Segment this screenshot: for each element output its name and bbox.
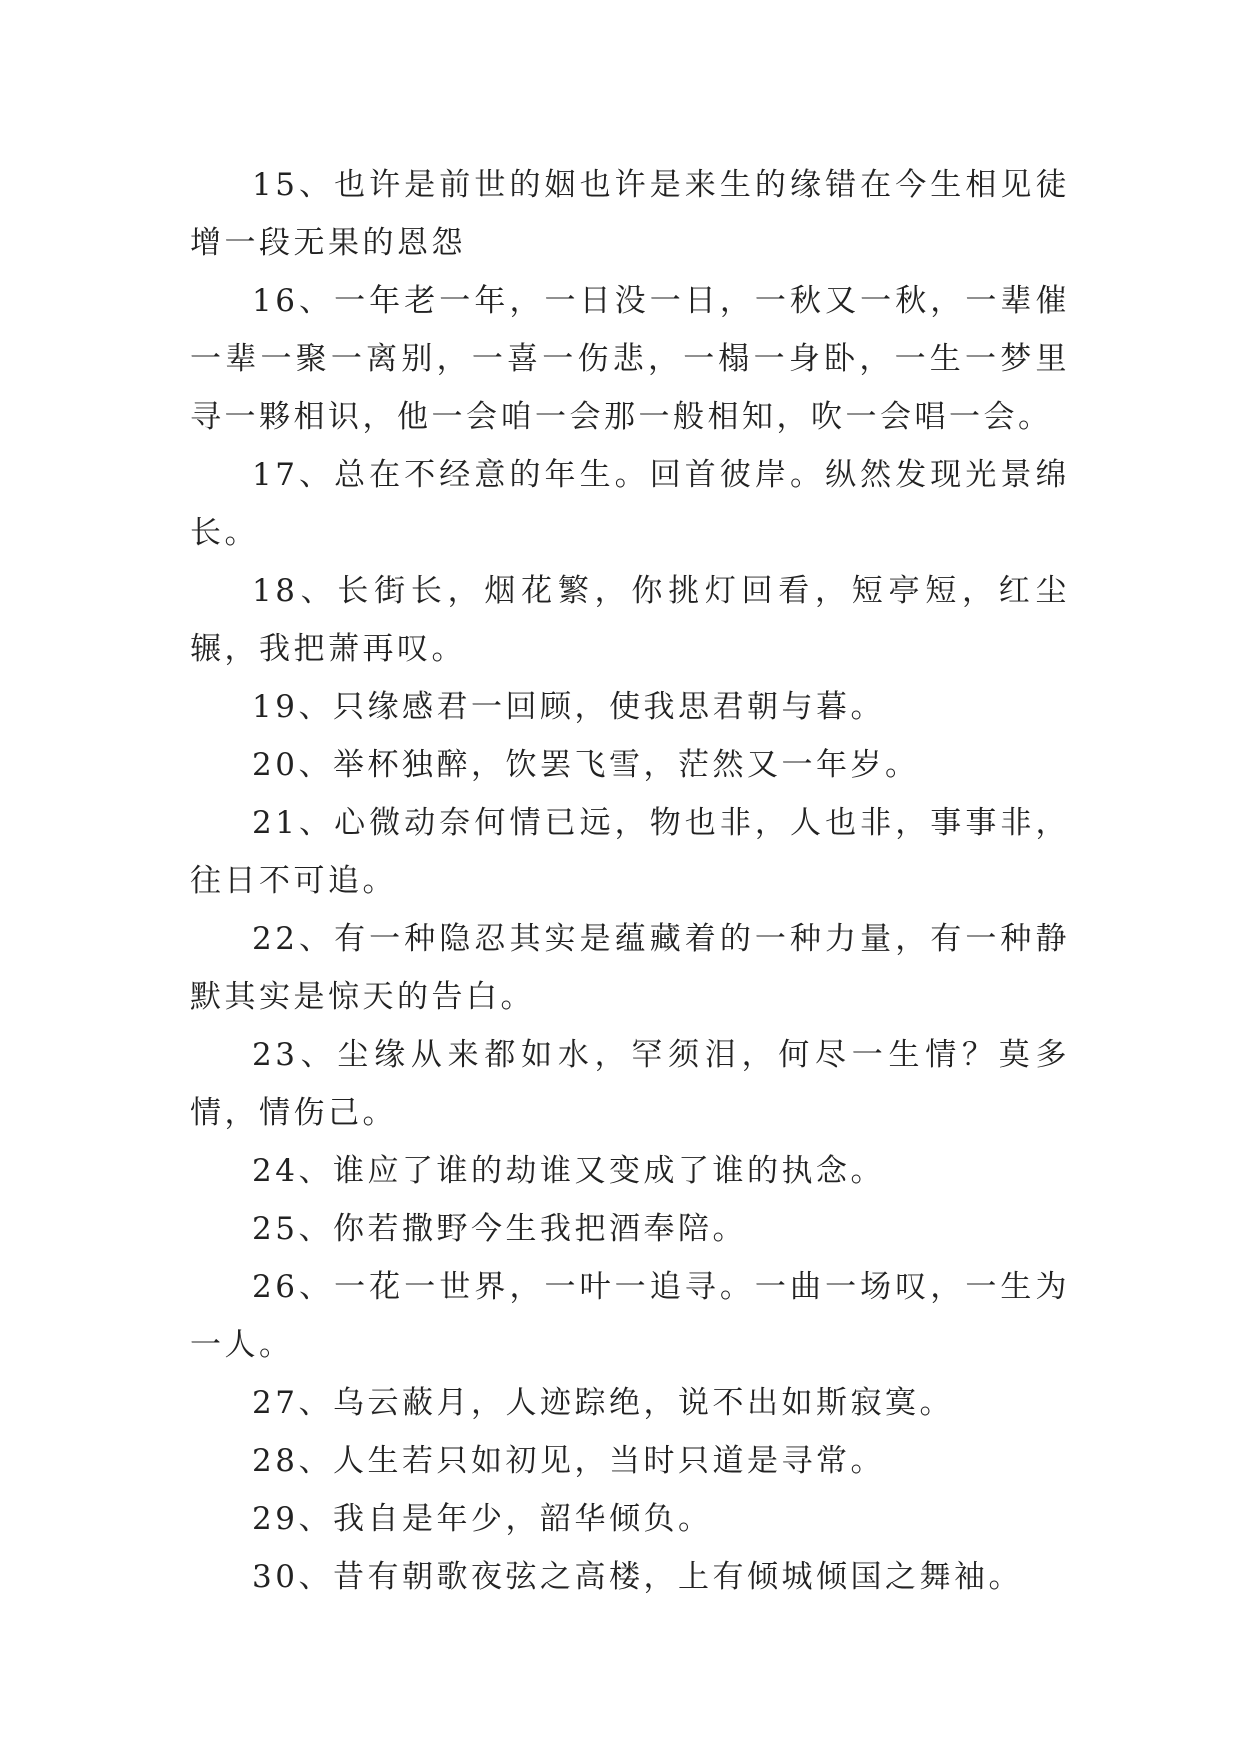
paragraph-20: 20、举杯独醉，饮罢飞雪，茫然又一年岁。 [252,747,920,783]
paragraph-26: 26、一花一世界，一叶一追寻。一曲一场叹，一生为一人。 [190,1269,1070,1363]
paragraph-19: 19、只缘感君一回顾，使我思君朝与暮。 [252,689,885,725]
paragraph-21: 21、心微动奈何情已远，物也非，人也非，事事非，往日不可追。 [190,805,1070,899]
paragraph-16: 16、一年老一年，一日没一日，一秋又一秋，一辈催一辈一聚一离别，一喜一伤悲，一榻一身卧，一生一梦里寻一夥相识，他一会咱一会那一般相知，吹一会唱一会。 [190,283,1070,435]
paragraph-15: 15、也许是前世的姻也许是来生的缘错在今生相见徒增一段无果的恩怨 [190,167,1070,261]
paragraph-18: 18、长街长，烟花繁，你挑灯回看，短亭短，红尘辗，我把萧再叹。 [190,573,1070,667]
paragraph-24: 24、谁应了谁的劫谁又变成了谁的执念。 [252,1153,885,1189]
document-body [190,156,1070,1606]
paragraph-27: 27、乌云蔽月，人迹踪绝，说不出如斯寂寞。 [252,1385,954,1421]
paragraph-30: 30、昔有朝歌夜弦之高楼，上有倾城倾国之舞袖。 [252,1559,1023,1595]
paragraph-28: 28、人生若只如初见，当时只道是寻常。 [252,1443,885,1479]
paragraph-22: 22、有一种隐忍其实是蕴藏着的一种力量，有一种静默其实是惊天的告白。 [190,921,1070,1015]
paragraph-29: 29、我自是年少，韶华倾负。 [252,1501,713,1537]
paragraph-25: 25、你若撒野今生我把酒奉陪。 [252,1211,747,1247]
paragraph-23: 23、尘缘从来都如水，罕须泪，何尽一生情？莫多情，情伤己。 [190,1037,1070,1131]
paragraph-17: 17、总在不经意的年生。回首彼岸。纵然发现光景绵长。 [190,457,1070,551]
